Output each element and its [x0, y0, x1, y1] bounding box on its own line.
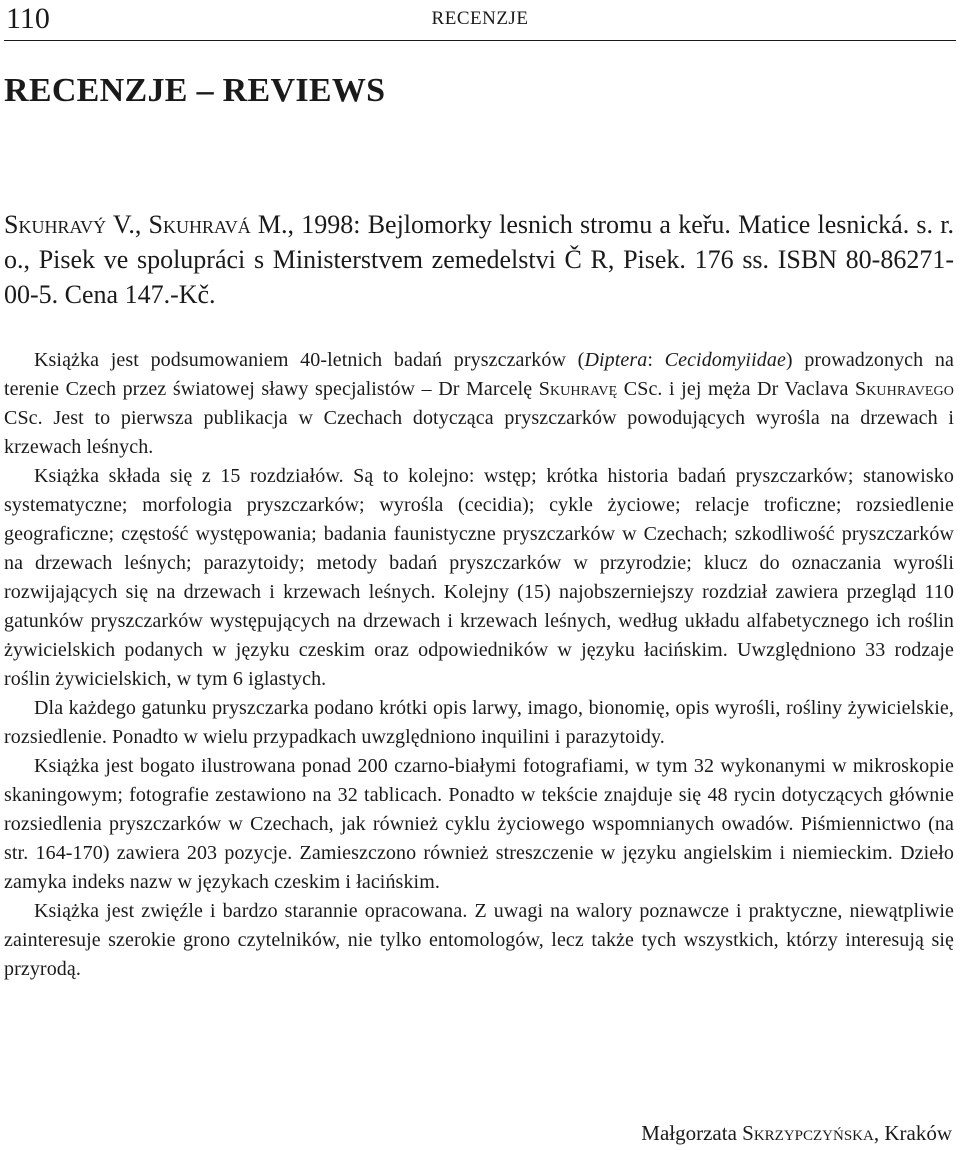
reviewer-place: , Kraków	[873, 1121, 952, 1145]
paragraph-2: Książka składa się z 15 rozdziałów. Są to kolejno: wstęp; krótka historia badań pryszczarków; stanowisko systematyczne; morfologia pryszczarków; wyrośla (cecidia); cykle życiowe; relacje troficzne; rozsiedlenie geograficzne; częstość występowania; badania faunistyczne pryszczarków w Czechach; szkodliwość pryszczarków na drzewach leśnych; parazytoidy; metody badań pryszczarków w przyrodzie; klucz do oznaczania wyrośli rozwijających się na drzewach i krzewach leśnych. Kolejny (15) najobszerniejszy rozdział zawiera przegląd 110 gatunków pryszczarków występujących na drzewach i krzewach leśnych, według układu alfabetycznego ich roślin żywicielskich podanych w języku czeskim oraz odpowiedników w języku łacińskim. Uwzględniono 33 rodzaje roślin żywicielskich, w tym 6 iglastych.	[4, 465, 954, 690]
paragraph-4: Książka jest bogato ilustrowana ponad 200 czarno-białymi fotografiami, w tym 32 wykonanymi w mikroskopie skaningowym; fotografie zestawiono na 32 tablicach. Ponadto w tekście znajduje się 48 rycin dotyczących głównie rozsiedlenia pryszczarków w Czechach, jak również cyklu życiowego wspomnianych owadów. Piśmiennictwo (na str. 164-170) zawiera 203 pozycje. Zamieszczono również streszczenie w języku angielskim i niemieckim. Dzieło zamyka indeks nazw w językach czeskim i łacińskim.	[4, 755, 954, 893]
p1-text-d: CSc. i jej męża Dr Vaclava	[617, 378, 855, 400]
p1-taxon-family: Cecidomyiidae	[664, 349, 786, 371]
citation-details: M., 1998: Bejlomorky lesnich stromu a keřu. Matice lesnická. s. r. o., Pisek ve spolupráci s Ministerstvem zemedelstvi Č R, Pisek. 176 ss. ISBN 80-86271-00-5. Cena 147.-Kč.	[4, 210, 954, 309]
citation-author1-rest: V.,	[106, 210, 149, 239]
reviewer-signature	[641, 1121, 952, 1146]
citation-author2: Skuhravá	[148, 210, 251, 239]
page-number: 110	[6, 2, 50, 35]
p1-name-skuhrava: Skuhravę	[538, 378, 618, 400]
paragraph-3: Dla każdego gatunku pryszczarka podano krótki opis larwy, imago, bionomię, opis wyrośli, rośliny żywicielskie, rozsiedlenie. Ponadto w wielu przypadkach uwzględniono inquilini i parazytoidy.	[4, 697, 954, 748]
paragraph-5: Książka jest zwięźle i bardzo starannie opracowana. Z uwagi na walory poznawcze i praktyczne, niewątpliwie zainteresuje szerokie grono czytelników, nie tylko entomologów, lecz także tych wszystkich, którzy interesują się przyrodą.	[4, 900, 954, 980]
paragraph-1	[4, 346, 954, 462]
running-title: RECENZJE	[431, 8, 529, 29]
reviewer-first-name: Małgorzata	[641, 1121, 743, 1145]
review-body	[4, 346, 954, 984]
citation-author1: Skuhravý	[4, 210, 107, 239]
p1-text-b: :	[647, 349, 665, 371]
p1-name-skuhravy: Skuhravego	[855, 378, 954, 400]
p1-text-a: Książka jest podsumowaniem 40-letnich badań pryszczarków (	[34, 349, 585, 371]
reviewer-surname: Skrzypczyńska	[742, 1121, 874, 1145]
p1-text-e: CSc. Jest to pierwsza publikacja w Czechach dotycząca pryszczarków powodujących wyrośla na drzewach i krzewach leśnych.	[4, 407, 954, 458]
book-citation	[4, 207, 954, 312]
p1-text-c: ) prowadzonych na terenie Czech przez światowej sławy specjalistów – Dr Marcelę	[4, 349, 954, 400]
p1-taxon-order: Diptera	[584, 349, 648, 371]
section-title: RECENZJE – REVIEWS	[4, 72, 386, 109]
page-header	[4, 0, 956, 41]
